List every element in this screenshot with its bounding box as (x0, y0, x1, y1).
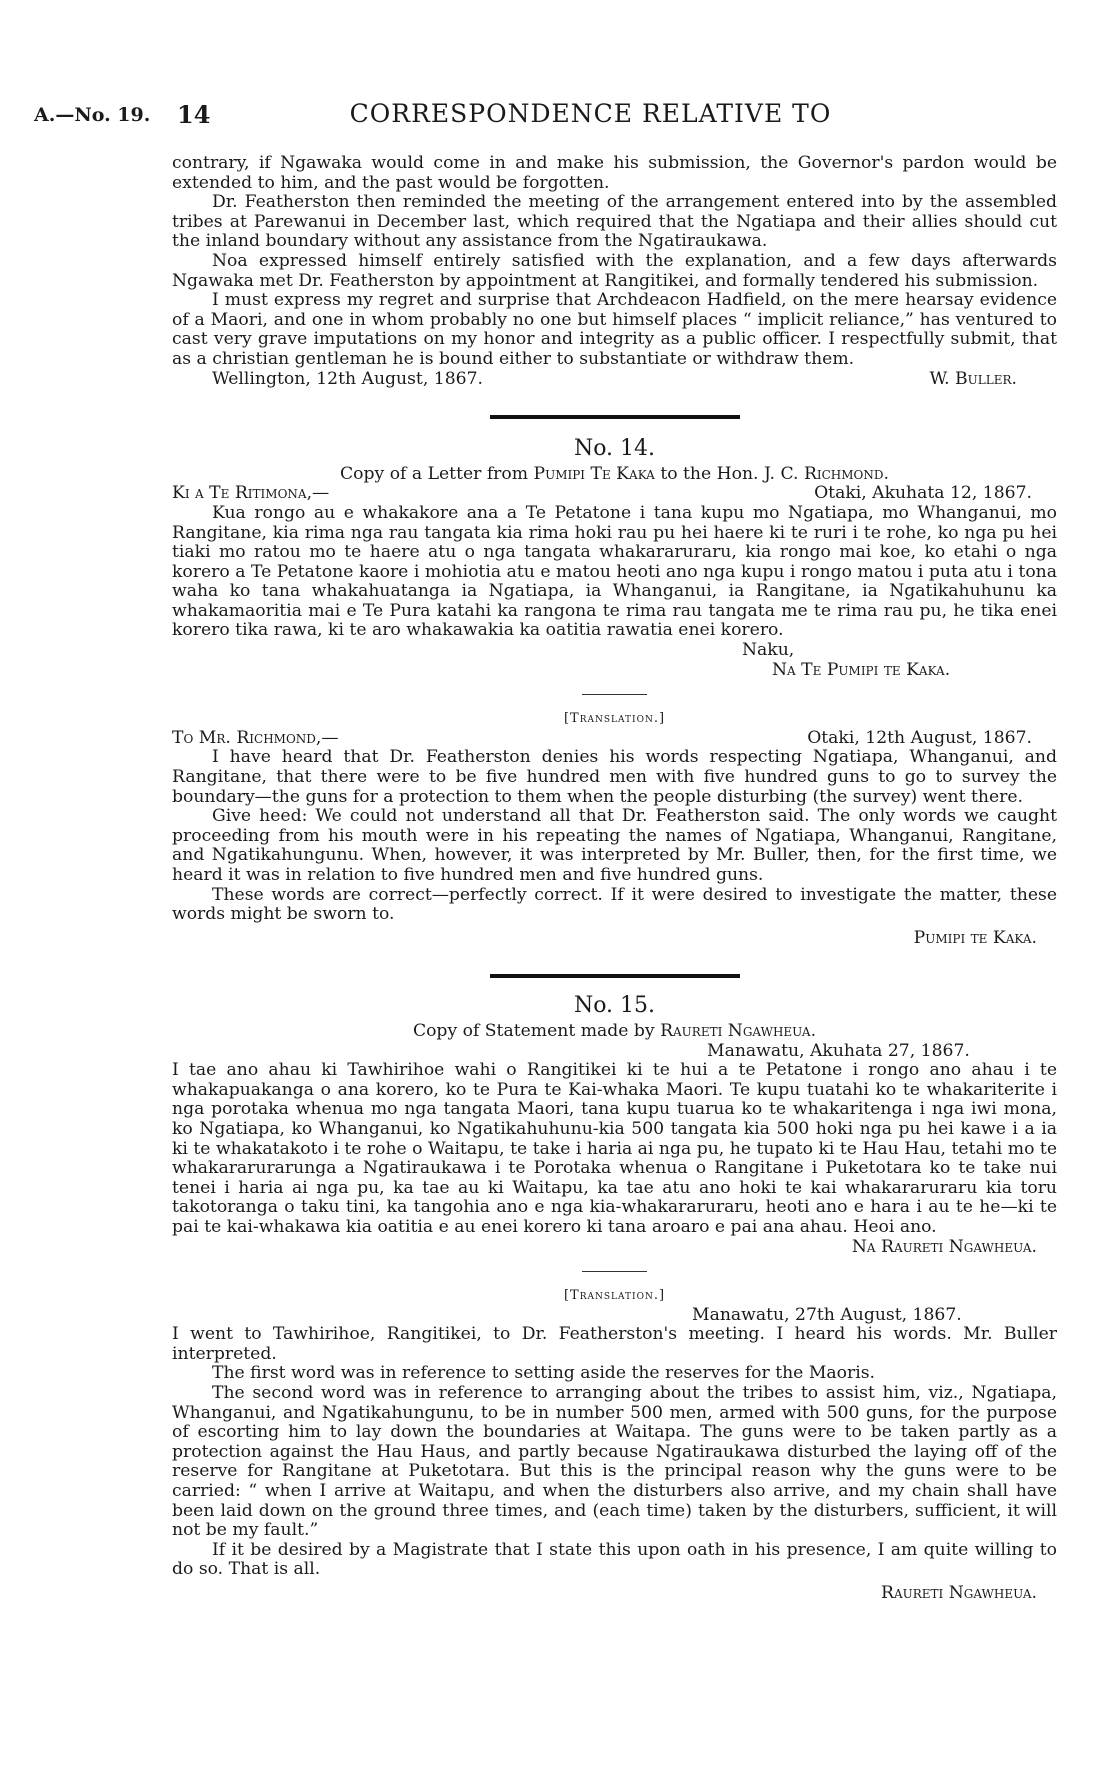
translation-label: [Translation.] (563, 711, 666, 727)
signature: Raureti Ngawheua. (881, 1583, 1037, 1603)
place-date: Otaki, 12th August, 1867. (807, 727, 1032, 748)
section-number: No. 14. (573, 436, 656, 462)
paragraph: Noa expressed himself entirely satisfied with the explanation, and a few days afterwards Ngawaka met Dr. Featherston by appointment at Rangitikei, and formally tendered his submission. (172, 250, 1057, 291)
signature: W. Buller. (929, 368, 1017, 389)
paragraph: contrary, if Ngawaka would come in and make his submission, the Governor's pardon would be extended to him, and the past would be forgotten. (172, 153, 1057, 193)
section-number: No. 15. (573, 993, 656, 1019)
closing: Naku, (742, 640, 795, 661)
section-divider (490, 974, 740, 978)
place-date: Otaki, Akuhata 12, 1867. (814, 483, 1032, 504)
paragraph: I went to Tawhirihoe, Rangitikei, to Dr. Featherston's meeting. I heard his words. Mr. Buller interpreted. (172, 1324, 1057, 1364)
translation-label: [Translation.] (563, 1288, 666, 1304)
place-date: Manawatu, 27th August, 1867. (692, 1304, 962, 1325)
maori-statement-text: I tae ano ahau ki Tawhirihoe wahi o Rangitikei ki te hui a te Petatone i rongo ano ahau i te whakapuakanga o ana korero, ko te Pura te Kai-whaka Maori. Te kupu tuatahi ko te whakariterite i nga porotaka whenua mo nga tangata Maori, tana kupu tuarua ko te whakaritenga i nga iwi mona, ko Ngatiapa, ko Whanganui, ko Ngatikahuhunu-kia 500 tangata kia 500 hoki nga pu hei kawe i a ia ki te whakatakoto i te rohe o Waitapu, te take i haria ai nga pu, he tupato ki te Hau Hau, tetahi mo te whakararurarunga a Ngatiraukawa i te Porotaka whenua o Rangitane i Puketotara ko te take nui tenei i haria ai nga pu, ka tae au ki Waitapu, ka tae atu ano hoki te kai whakararuraru kia toru takotoranga o taku tini, ka tangohia ano e nga kia-whakararuraru, heoti ano e hara i au te he—ki te pai te kai-whakawa kia oatitia e au enei korero ki tana aroaro e pai ana ahau. Heoi ano. (172, 1060, 1057, 1237)
document-caption: Copy of a Letter from Pumipi Te Kaka to the Hon. J. C. Richmond. (340, 463, 889, 484)
author-name: Pumipi Te Kaka (533, 463, 655, 484)
author-name: Raureti Ngawheua. (660, 1020, 817, 1041)
place-date: Manawatu, Akuhata 27, 1867. (707, 1040, 970, 1061)
section-divider (490, 415, 740, 419)
page-number: 14 (177, 100, 211, 129)
salutation-row (172, 729, 1057, 749)
salutation-row (172, 484, 1057, 504)
paper-reference: A.—No. 19. (34, 104, 151, 126)
running-title: CORRESPONDENCE RELATIVE TO (349, 99, 832, 128)
paragraph: If it be desired by a Magistrate that I state this upon oath in his presence, I am quite willing to do so. That is all. (172, 1539, 1057, 1580)
signature: Na Te Pumipi te Kaka. (772, 659, 951, 680)
paragraph: The second word was in reference to arranging about the tribes to assist him, viz., Ngatiapa, Whanganui, and Ngatikahungunu, to be in number 500 men, armed with 500 guns, for the purpose of escorting him to lay down the boundaries at Waitapa. The guns were to be taken partly as a protection against the Hau Haus, and partly because Ngatiraukawa disturbed the laying off of the reserve for Rangitane at Puketotara. But this is the principal reason why the guns were to be carried: “ when I arrive at Waitapu, and when the disturbers also arrive, and my chain shall have been laid down on the ground three times, and (each time) taken by the disturbers, sufficient, it will not be my fault.” (172, 1383, 1057, 1541)
document-body (172, 154, 1057, 1604)
paragraph: Give heed: We could not understand all that Dr. Featherston said. The only words we caught proceeding from his mouth were in his repeating the names of Ngatiapa, Whanganui, Rangitane, and Ngatikahungunu. When, however, it was interpreted by Mr. Buller, then, for the first time, we heard it was in relation to five hundred men and five hundred guns. (172, 806, 1057, 885)
paragraph: Dr. Featherston then reminded the meeting of the arrangement entered into by the assembled tribes at Parewanui in December last, which required that the Ngatiapa and their allies should cut the inland boundary without any assistance from the Ngatiraukawa. (172, 192, 1057, 252)
salutation: To Mr. Richmond,— (172, 727, 339, 748)
paragraph: I have heard that Dr. Featherston denies his words respecting Ngatiapa, Whanganui, and Rangitane, that there were to be five hundred men with five hundred guns to go to survey the boundary—the guns for a protection to them when the people disturbing (the survey) went there. (172, 747, 1057, 807)
dateline-signature-row (172, 370, 1057, 390)
document-caption: Copy of Statement made by Raureti Ngawheua. (412, 1020, 817, 1041)
page-header (34, 99, 1057, 134)
maori-letter-text: Kua rongo au e whakakore ana a Te Petatone i tana kupu mo Ngatiapa, mo Whanganui, mo Rangitane, kia rima nga rau tangata kia rima hoki rau pu hei haere ki te ruri i te rohe, ko nga pu hei tiaki mo ratou mo te haere atu o nga tangata whakararuraru, kia rongo mai koe, ko etahi o nga korero a Te Petatone kaore i mohiotia atu e matou heoti ano nga kupu i rongo matou i puta atu i tona waha ko tana whakahuatanga ia Ngatiapa, ia Whanganui, ia Rangitane, ia Ngatikahuhunu ka whakamaoritia mai e Te Pura katahi ka rangona te rima rau tangata me te rima rau pu, he tika enei korero tika rawa, ki te aro whakawakia ka oatitia rawatia enei korero. (172, 502, 1057, 641)
signature: Na Raureti Ngawheua. (851, 1236, 1037, 1257)
paragraph: The first word was in reference to setting aside the reserves for the Maoris. (212, 1363, 876, 1384)
recipient-name: Richmond. (803, 463, 889, 484)
salutation: Ki a Te Ritimona,— (172, 483, 330, 504)
paragraph: I must express my regret and surprise that Archdeacon Hadfield, on the mere hearsay evidence of a Maori, and one in whom probably no one but himself places “ implicit reliance,” has ventured to cast very grave imputations on my honor and integrity as a public officer. I respectfully submit, that as a christian gentleman he is bound either to substantiate or withdraw them. (172, 290, 1057, 369)
signature: Pumipi te Kaka. (913, 927, 1037, 948)
place-date: Wellington, 12th August, 1867. (212, 368, 483, 389)
paragraph: These words are correct—perfectly correct. If it were desired to investigate the matter, these words might be sworn to. (172, 884, 1057, 925)
